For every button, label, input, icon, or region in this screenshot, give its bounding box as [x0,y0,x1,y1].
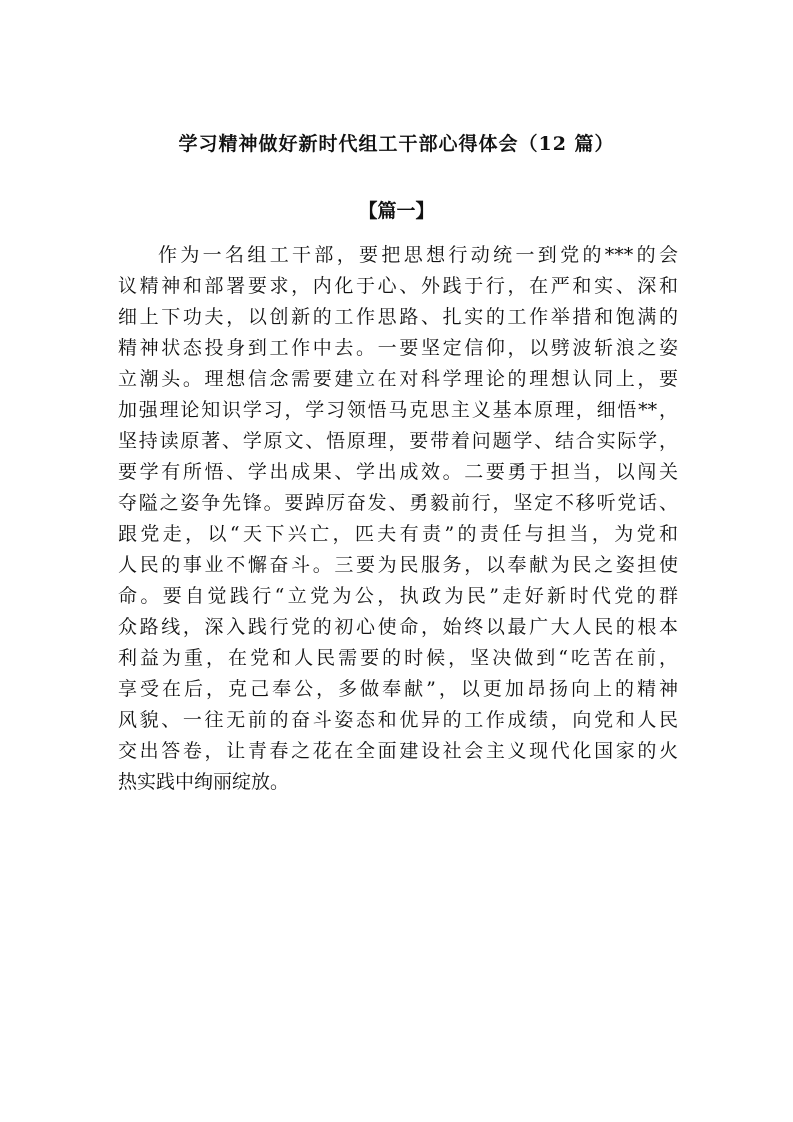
document-title: 学习精神做好新时代组工干部心得体会（12 篇） [178,133,615,155]
paragraph-line: 细上下功夫，以创新的工作思路、扎实的工作举措和饱满的 [118,306,678,328]
paragraph-line: 加强理论知识学习，学习领悟马克思主义基本原理，细悟**， [118,399,678,421]
paragraph-line: 人民的事业不懈奋斗。三要为民服务，以奉献为民之姿担使 [118,554,678,576]
paragraph-line: 精神状态投身到工作中去。一要坚定信仰，以劈波斩浪之姿 [118,337,678,359]
paragraph-line: 立潮头。理想信念需要建立在对科学理论的理想认同上，要 [118,368,678,390]
paragraph-line: 作为一名组工干部，要把思想行动统一到党的***的会 [158,244,678,266]
paragraph-line: 享受在后，克己奉公，多做奉献”，以更加昂扬向上的精神 [118,678,678,700]
paragraph-line: 议精神和部署要求，内化于心、外践于行，在严和实、深和 [118,275,678,297]
section-heading: 【篇一】 [358,200,435,222]
paragraph-line: 热实践中绚丽绽放。 [118,771,290,793]
paragraph-line: 命。要自觉践行“立党为公，执政为民”走好新时代党的群 [118,585,678,607]
paragraph-line: 跟党走，以“天下兴亡，匹夫有责”的责任与担当，为党和 [118,523,678,545]
paragraph-line: 交出答卷，让青春之花在全面建设社会主义现代化国家的火 [118,740,678,762]
paragraph-line: 要学有所悟、学出成果、学出成效。二要勇于担当，以闯关 [118,461,678,483]
paragraph-line: 坚持读原著、学原文、悟原理，要带着问题学、结合实际学， [118,430,678,452]
paragraph-line: 利益为重，在党和人民需要的时候，坚决做到“吃苦在前， [118,647,678,669]
paragraph-line: 众路线，深入践行党的初心使命，始终以最广大人民的根本 [118,616,678,638]
paragraph-line: 夺隘之姿争先锋。要踔厉奋发、勇毅前行，坚定不移听党话、 [118,492,678,514]
paragraph-line: 风貌、一往无前的奋斗姿态和优异的工作成绩，向党和人民 [118,709,678,731]
body-paragraph [118,240,678,798]
